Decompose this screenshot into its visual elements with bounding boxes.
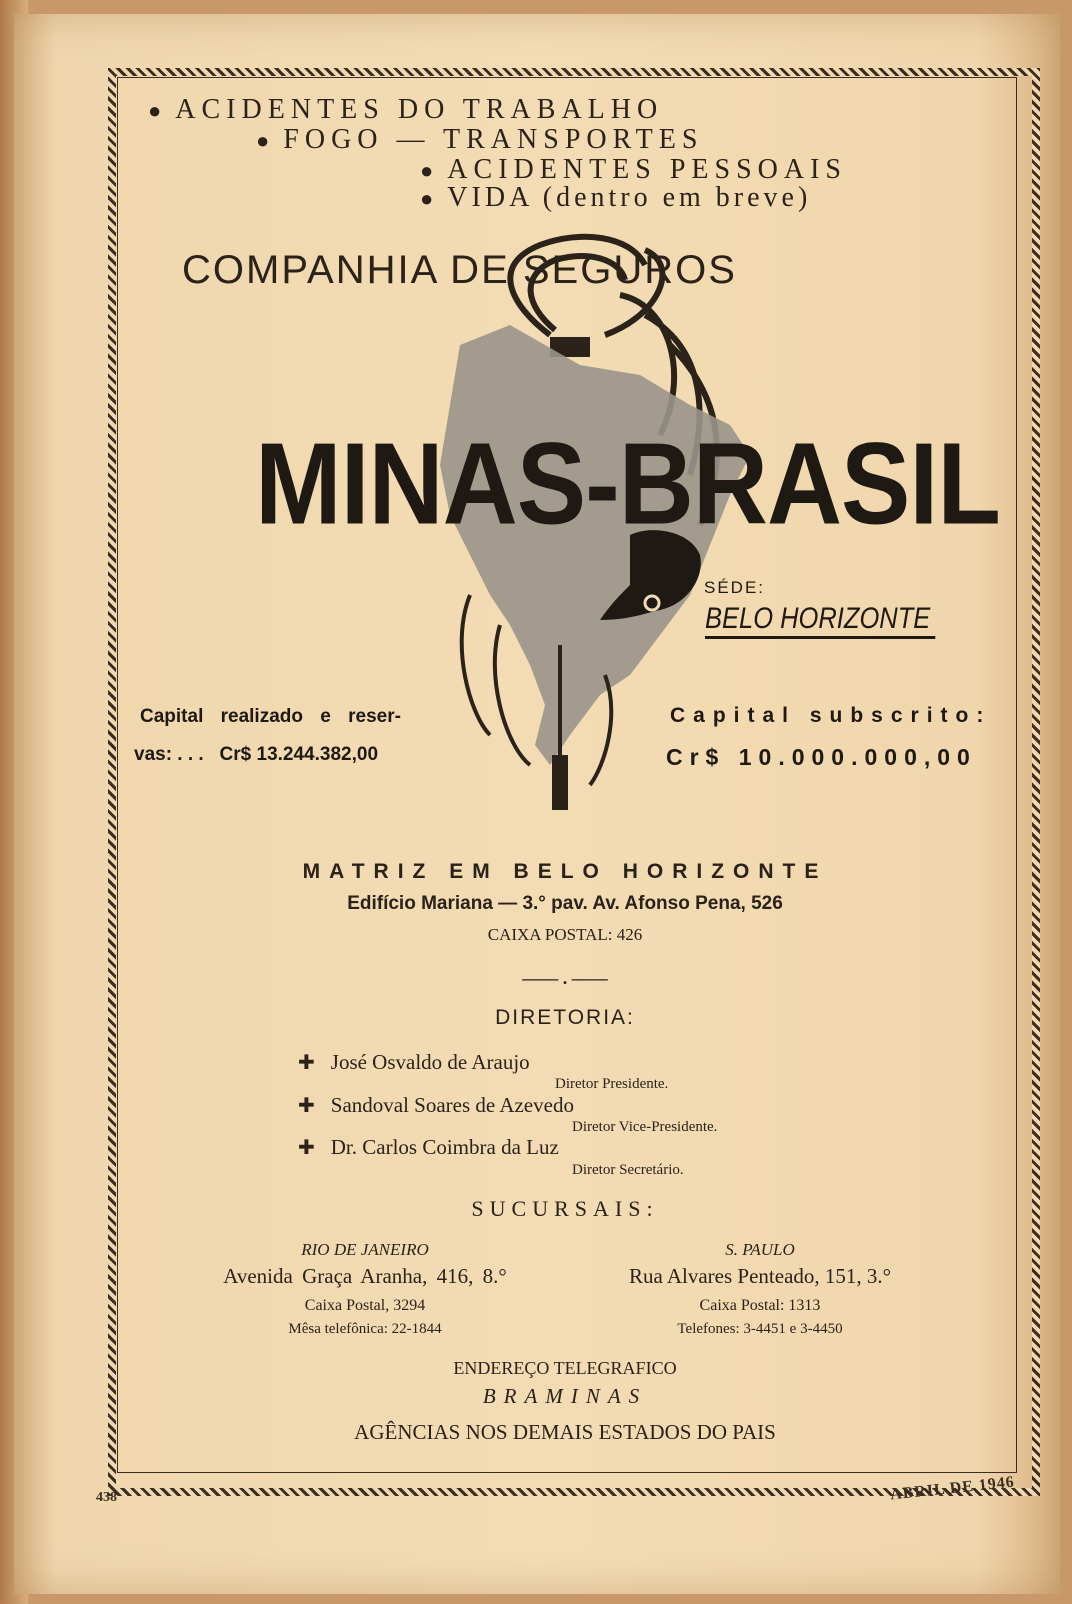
agencias-note: AGÊNCIAS NOS DEMAIS ESTADOS DO PAIS [354,1420,776,1444]
capital-realizado-value: Cr$ 13.244.382,00 [219,744,379,765]
separator: —— . —— [522,968,608,988]
director-name: ✚ Dr. Carlos Coimbra da Luz [298,1135,559,1159]
matriz-caixa: CAIXA POSTAL: 426 [487,925,643,944]
bullet-icon: ● [420,158,434,183]
cross-bullet-icon: ✚ [298,1095,315,1117]
capital-subscrito-value: Cr$ 10.000.000,00 [666,744,977,770]
peril-item: ● ACIDENTES DO TRABALHO [148,94,664,125]
branch-tel: Telefones: 3-4451 e 3-4450 [677,1321,843,1337]
branch-address: Rua Alvares Penteado, 151, 3.° [628,1264,892,1288]
capital-realizado-line1: Capital realizado e reser- [140,706,401,727]
bullet-icon: ● [420,186,434,211]
branch-caixa: Caixa Postal, 3294 [304,1297,426,1314]
branch-city: S. PAULO [725,1240,795,1259]
capital-subscrito-label: Capital subscrito: [670,704,992,727]
director-role: Diretor Secretário. [572,1162,684,1178]
director-name: ✚ Sandoval Soares de Azevedo [298,1093,574,1117]
capital-realizado-line2: vas: . . . Cr$ 13.244.382,00 [134,744,379,765]
sede-label: SÉDE: [704,578,766,597]
branch-caixa: Caixa Postal: 1313 [699,1297,821,1314]
torch-grip [552,755,568,810]
cross-bullet-icon: ✚ [298,1137,315,1159]
bullet-icon: ● [148,98,162,123]
branch-tel: Mêsa telefônica: 22-1844 [288,1321,442,1337]
telegrafico-value: BRAMINAS [482,1384,648,1408]
matriz-address: Edifício Mariana — 3.° pav. Av. Afonso Pena, 526 [347,893,783,914]
cross-bullet-icon: ✚ [298,1052,315,1074]
branch-address: Avenida Graça Aranha, 416, 8.° [223,1264,507,1288]
director-role: Diretor Presidente. [555,1076,669,1092]
company-name: MINAS-BRASIL [255,419,1000,550]
issue-date: ABRIL DE 1946 [889,1473,1016,1504]
matriz-title: MATRIZ EM BELO HORIZONTE [302,860,828,883]
branch-sp [570,1240,950,1338]
diretoria-title: DIRETORIA: [495,1006,635,1029]
peril-item: ● ACIDENTES PESSOAIS [420,154,847,185]
peril-item: ● VIDA (dentro em breve) [420,182,812,213]
director-role: Diretor Vice-Presidente. [572,1119,718,1135]
peril-item: ● FOGO — TRANSPORTES [256,124,704,155]
sucursais-title: SUCURSAIS: [471,1196,659,1221]
page-number: 438 [96,1490,117,1505]
director-name: ✚ José Osvaldo de Araujo [298,1050,530,1074]
branch-rio [160,1240,570,1338]
branch-city: RIO DE JANEIRO [301,1240,429,1259]
sede-city: BELO HORIZONTE [705,602,935,639]
telegrafico-label: ENDEREÇO TELEGRAFICO [453,1358,677,1378]
bullet-icon: ● [256,128,270,153]
company-prefix: COMPANHIA DE SEGUROS [182,248,737,292]
